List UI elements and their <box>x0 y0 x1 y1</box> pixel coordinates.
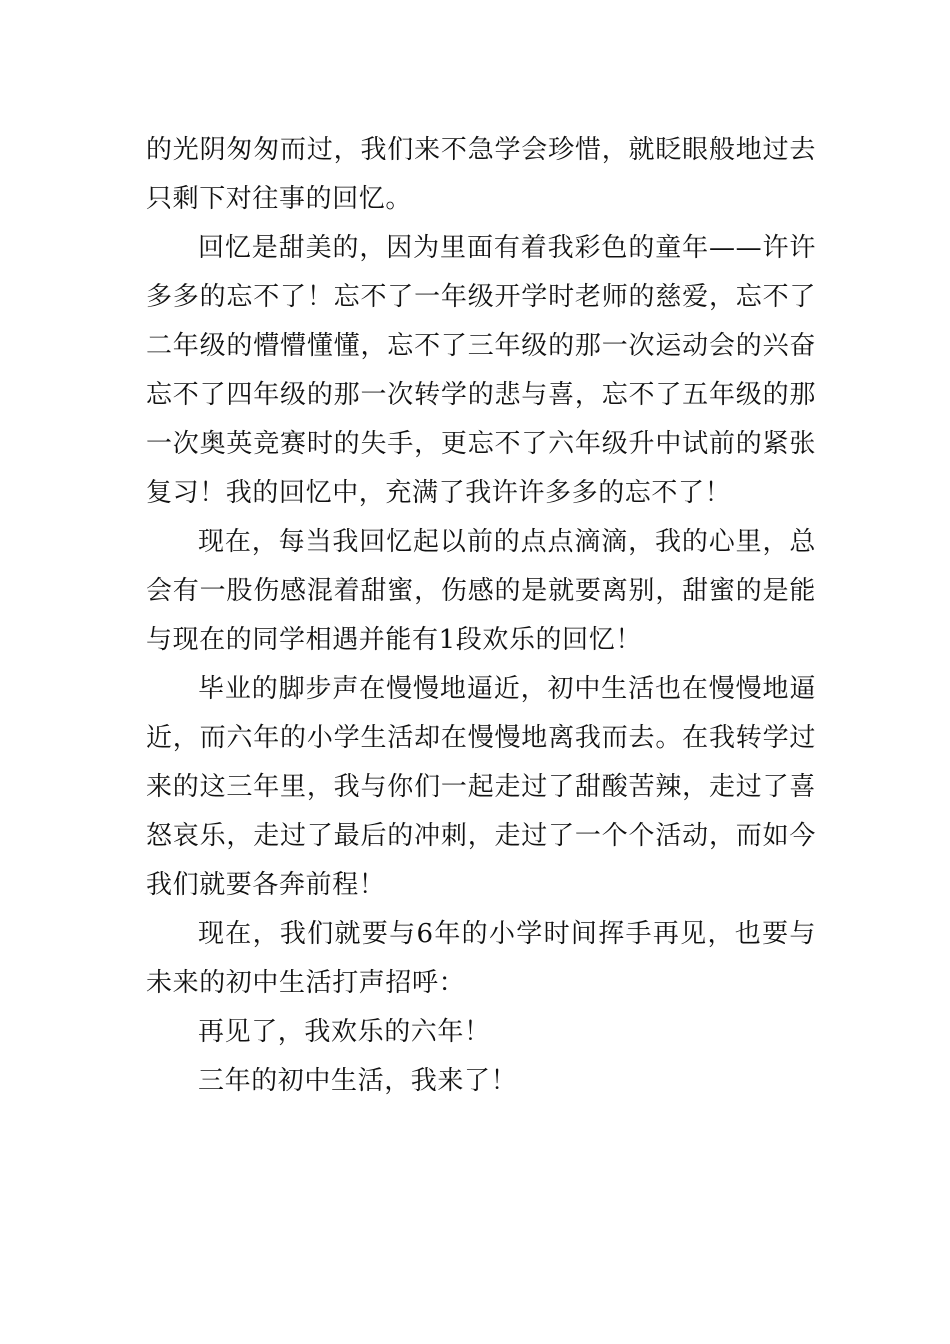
paragraph-7: 三年的初中生活，我来了！ <box>198 1066 518 1096</box>
document-body <box>146 126 816 1106</box>
paragraph-1: 的光阴匆匆而过，我们来不急学会珍惜，就眨眼般地过去只剩下对往事的回忆。 <box>146 135 816 214</box>
paragraph-2: 回忆是甜美的，因为里面有着我彩色的童年——许许多多的忘不了！忘不了一年级开学时老师的慈爱，忘不了二年级的懵懵懂懂，忘不了三年级的那一次运动会的兴奋忘不了四年级的那一次转学的悲与喜，忘不了五年级的那一次奥英竞赛时的失手，更忘不了六年级升中试前的紧张复习！我的回忆中，充满了我许许多多的忘不了！ <box>146 233 816 508</box>
paragraph-3: 现在，每当我回忆起以前的点点滴滴，我的心里，总会有一股伤感混着甜蜜，伤感的是就要离别，甜蜜的是能与现在的同学相遇并能有1段欢乐的回忆！ <box>146 527 816 655</box>
paragraph-5: 现在，我们就要与6年的小学时间挥手再见，也要与未来的初中生活打声招呼： <box>146 919 816 998</box>
paragraph-6: 再见了，我欢乐的六年！ <box>198 1017 491 1047</box>
paragraph-4: 毕业的脚步声在慢慢地逼近，初中生活也在慢慢地逼近，而六年的小学生活却在慢慢地离我而去。在我转学过来的这三年里，我与你们一起走过了甜酸苦辣，走过了喜怒哀乐，走过了最后的冲刺，走过了一个个活动，而如今我们就要各奔前程！ <box>146 674 816 900</box>
